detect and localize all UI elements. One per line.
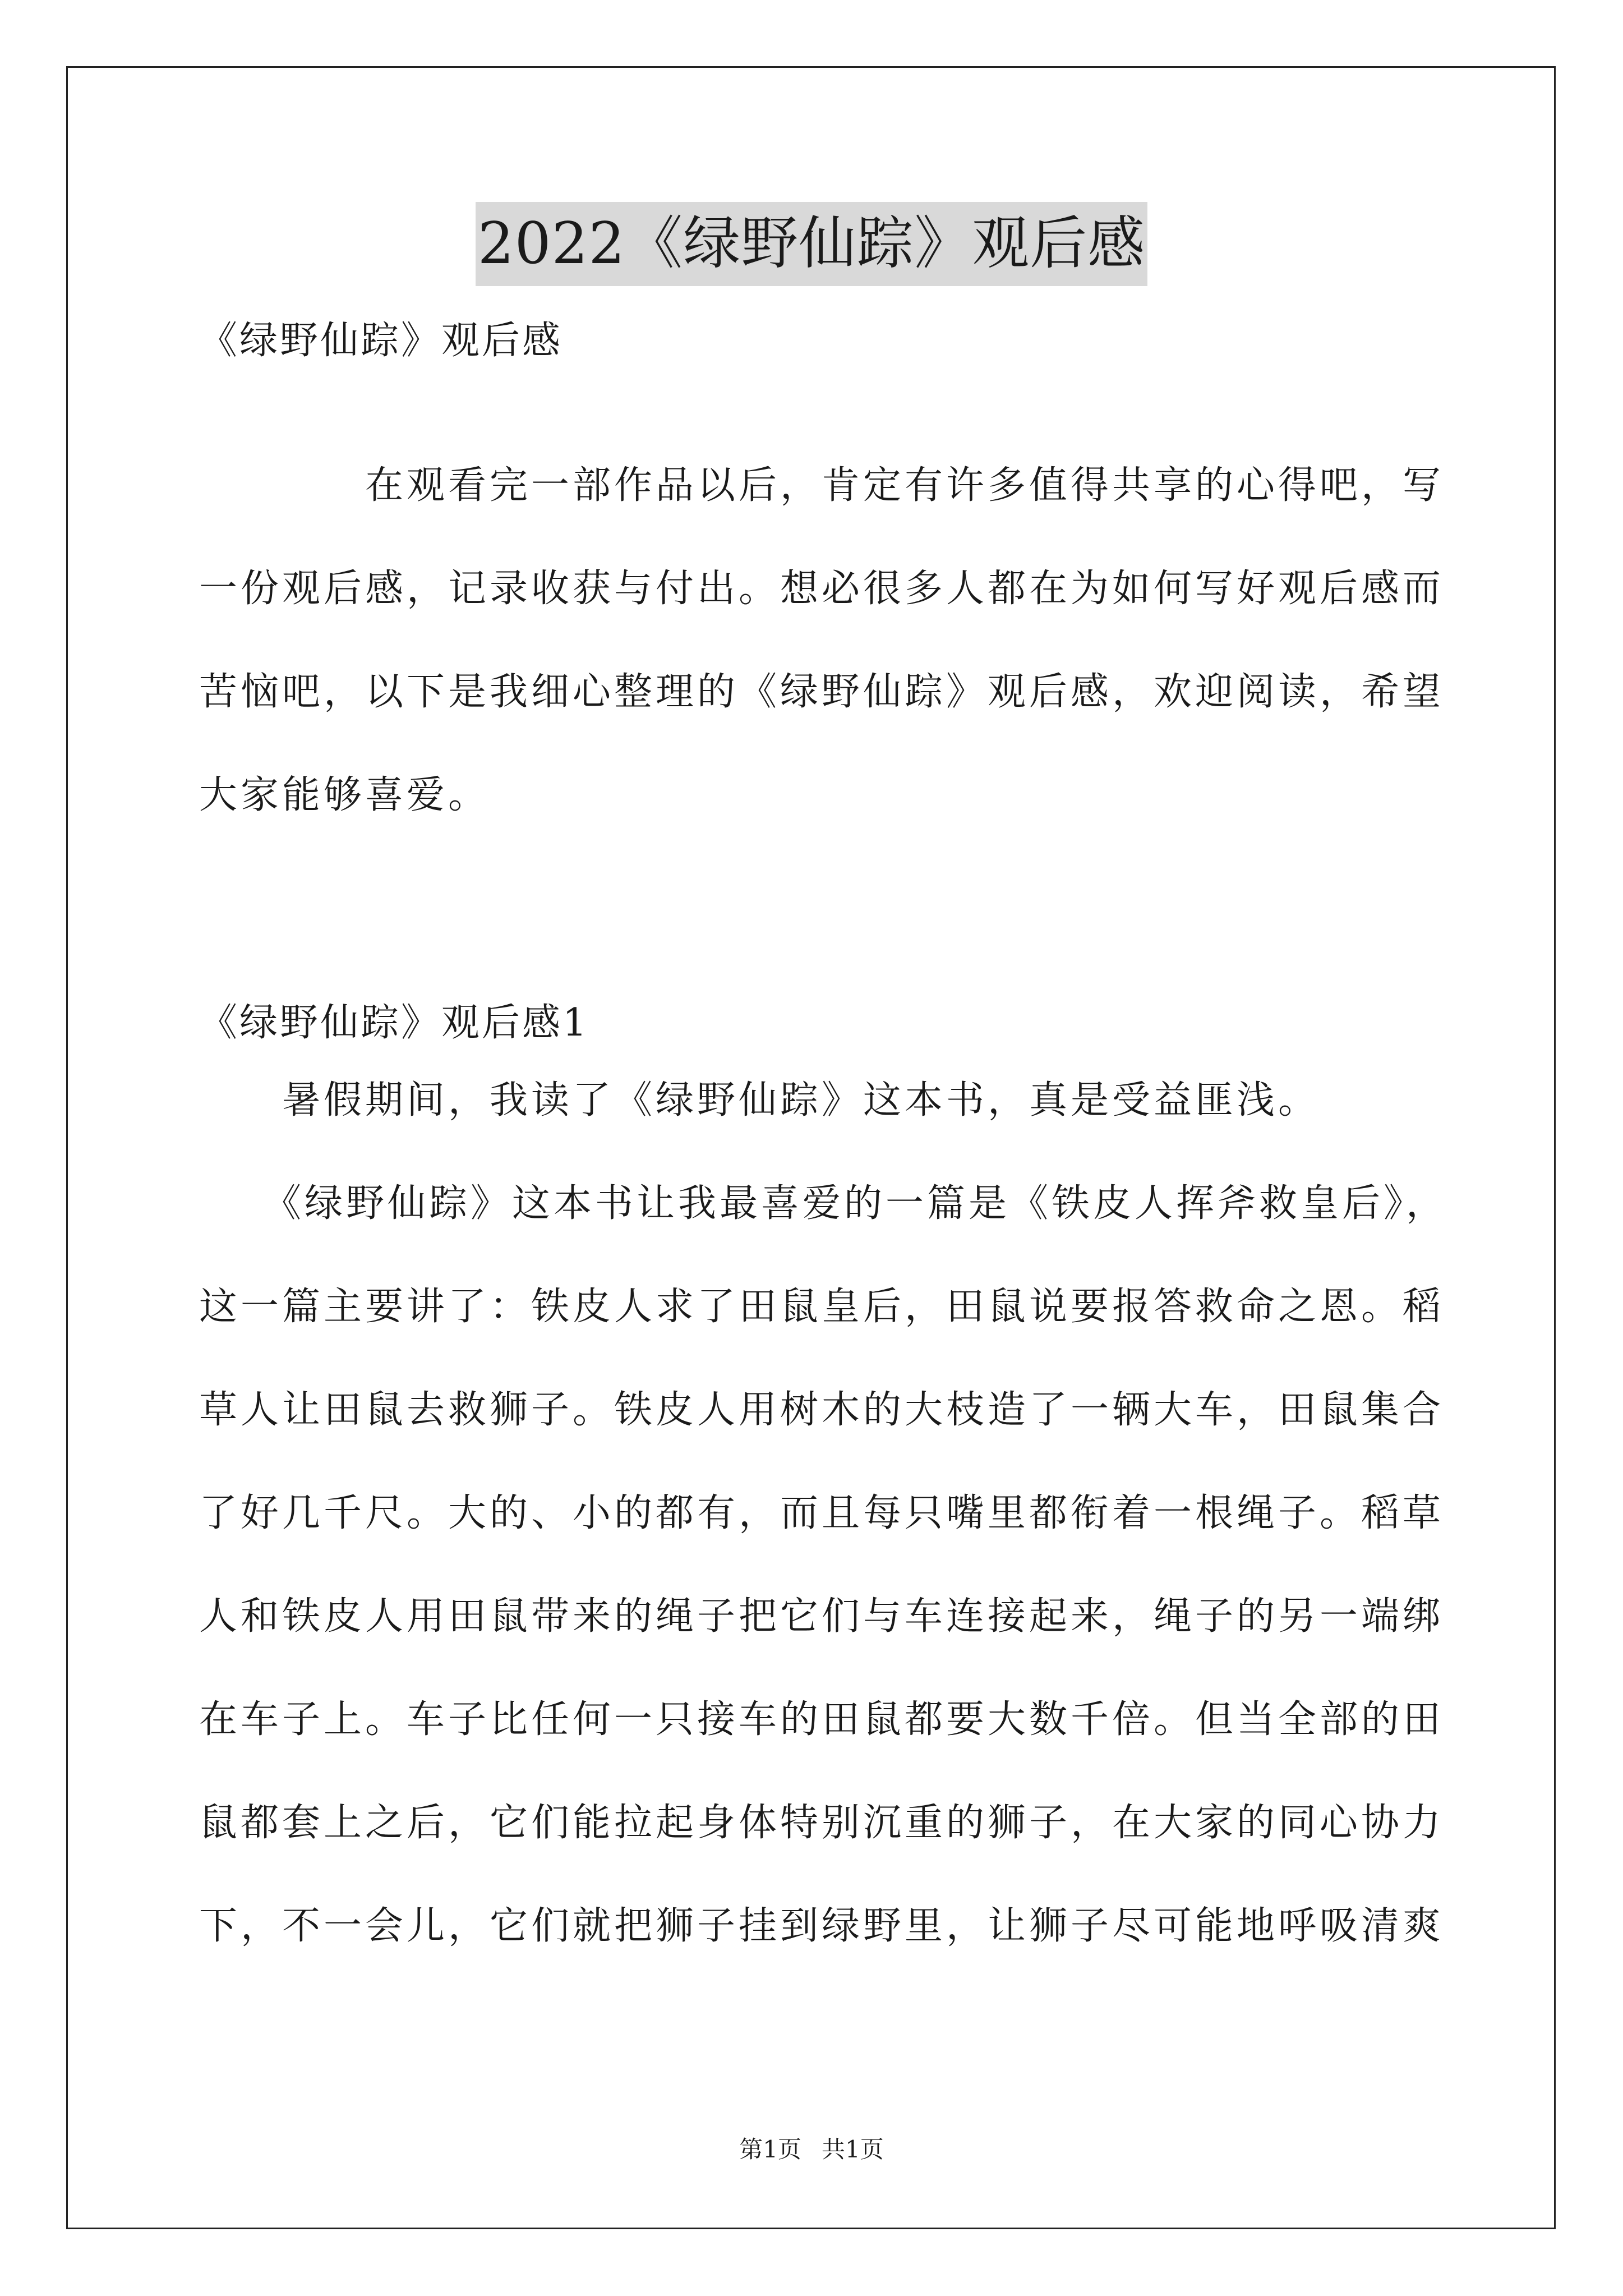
section1-heading: 《绿野仙踪》观后感1	[199, 1001, 589, 1045]
title-container	[0, 202, 1623, 286]
section1-paragraph-2: 《绿野仙踪》这本书让我最喜爱的一篇是《铁皮人挥斧救皇后》，这一篇主要讲了：铁皮人求了田鼠皇后，田鼠说要报答救命之恩。稻草人让田鼠去救狮子。铁皮人用树木的大枝造了一辆大车，田鼠集合了好几千尺。大的、小的都有，而且每只嘴里都衔着一根绳子。稻草人和铁皮人用田鼠带来的绳子把它们与车连接起来，绳子的另一端绑在车子上。车子比任何一只接车的田鼠都要大数千倍。但当全部的田鼠都套上之后，它们能拉起身体特别沉重的狮子，在大家的同心协力下，不一会儿，它们就把狮子挂到绿野里，让狮子尽可能地呼吸清爽	[199, 1181, 1448, 1948]
section1-body	[199, 1049, 1478, 1978]
intro-paragraph: 在观看完一部作品以后，肯定有许多值得共享的心得吧，写一份观后感，记录收获与付出。想必很多人都在为如何写好观后感而苦恼吧，以下是我细心整理的《绿野仙踪》观后感，欢迎阅读，希望大家能够喜爱。	[199, 463, 1445, 817]
page-current: 第1页	[739, 2136, 801, 2163]
section1-paragraph-1: 暑假期间，我读了《绿野仙踪》这本书，真是受益匪浅。	[199, 1078, 1320, 1122]
intro-paragraph-block	[199, 434, 1478, 847]
document-title: 2022《绿野仙踪》观后感	[476, 202, 1148, 286]
page-total: 共1页	[822, 2136, 884, 2163]
page-footer	[0, 2133, 1623, 2166]
intro-heading: 《绿野仙踪》观后感	[199, 319, 563, 363]
